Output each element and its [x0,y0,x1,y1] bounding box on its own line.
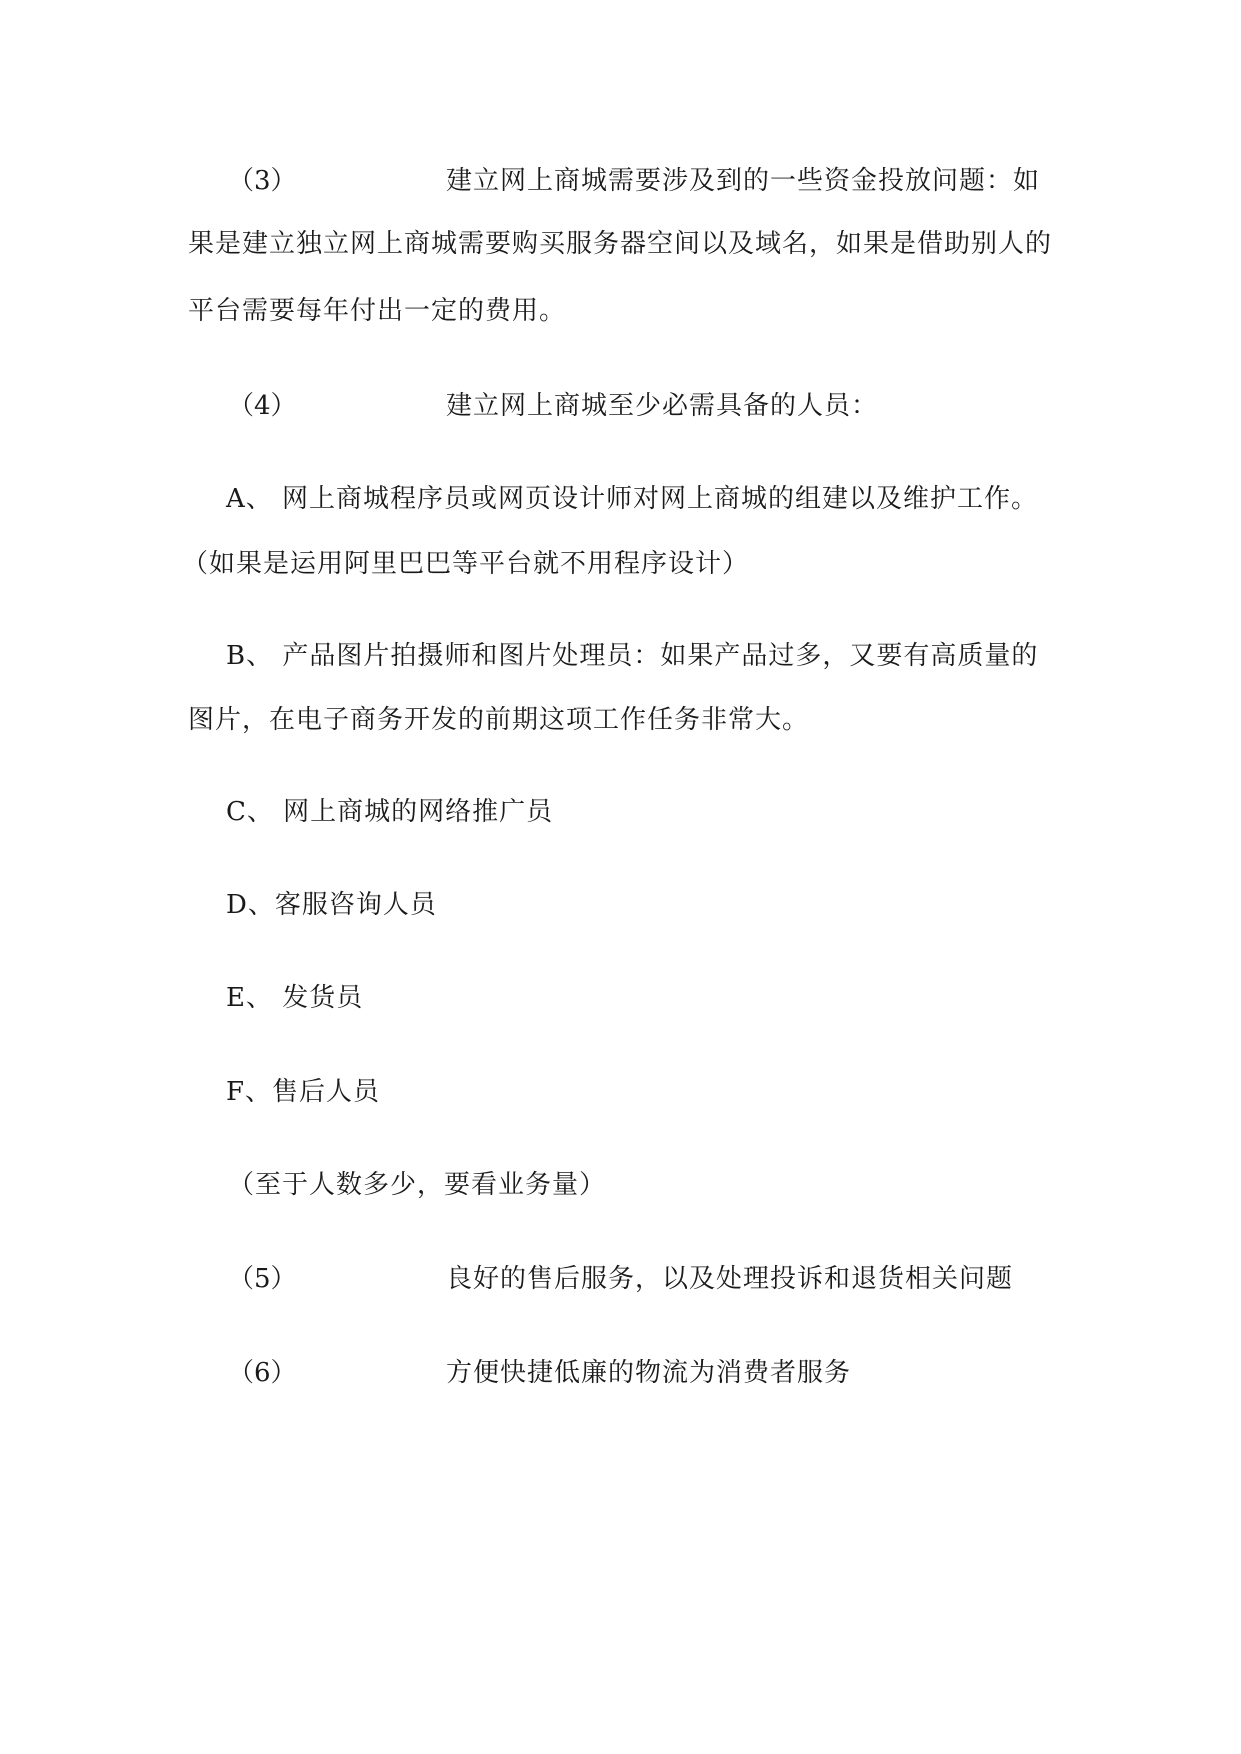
item-5-marker: （5） [228,1264,297,1294]
item-6-text: 方便快捷低廉的物流为消费者服务 [446,1358,852,1388]
staff-e: E、 发货员 [226,983,364,1013]
staffing-note: （至于人数多少，要看业务量） [228,1170,607,1200]
staff-b: B、 产品图片拍摄师和图片处理员：如果产品过多，又要有高质量的 [226,641,1039,671]
staff-b-continuation: 图片，在电子商务开发的前期这项工作任务非常大。 [188,705,810,735]
item-6-marker: （6） [228,1358,297,1388]
staff-a: A、 网上商城程序员或网页设计师对网上商城的组建以及维护工作。 [226,484,1039,514]
staff-d: D、客服咨询人员 [226,890,437,920]
staff-f: F、售后人员 [226,1077,381,1107]
item-4-line-1: 建立网上商城至少必需具备的人员： [446,391,879,421]
item-4-marker: （4） [228,391,297,421]
staff-a-continuation: （如果是运用阿里巴巴等平台就不用程序设计） [182,549,750,579]
item-3-line-2: 果是建立独立网上商城需要购买服务器空间以及域名，如果是借助别人的 [188,229,1053,259]
item-3-marker: （3） [228,166,297,196]
staff-c: C、 网上商城的网络推广员 [226,797,554,827]
item-3-line-3: 平台需要每年付出一定的费用。 [188,296,567,326]
item-3-line-1: 建立网上商城需要涉及到的一些资金投放问题：如 [446,166,1041,196]
item-5-text: 良好的售后服务，以及处理投诉和退货相关问题 [446,1264,1014,1294]
